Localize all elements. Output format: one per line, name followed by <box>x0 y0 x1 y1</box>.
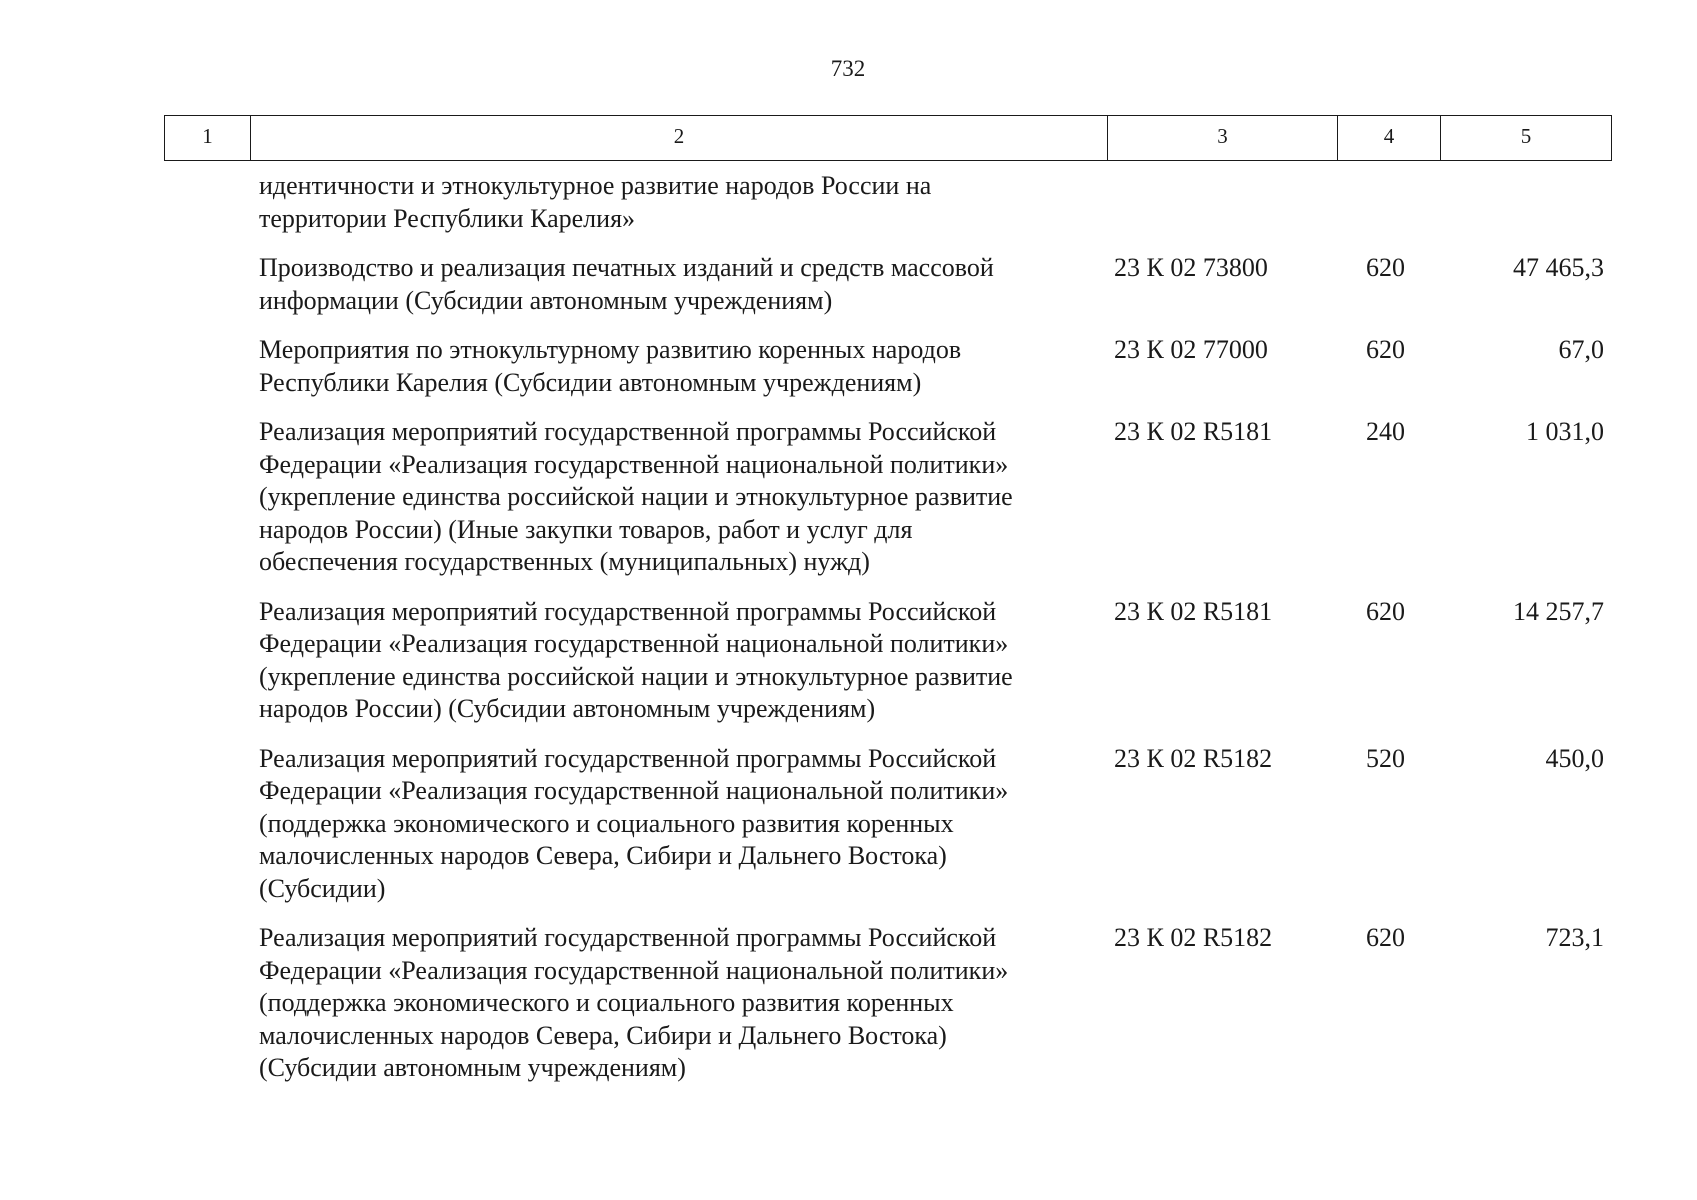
row-description <box>259 252 1099 317</box>
description-line: Производство и реализация печатных изданий и средств массовой <box>259 253 994 282</box>
row-amount: 450,0 <box>1545 743 1604 773</box>
table-row <box>0 252 1697 317</box>
description-line: (укрепление единства российской нации и этнокультурное развитие <box>259 661 1013 691</box>
description-line: Федерации «Реализация государственной национальной политики» <box>259 449 1009 479</box>
header-col-5: 5 <box>1520 123 1532 148</box>
row-description <box>259 170 1099 235</box>
row-code: 23 К 02 R5182 <box>1114 743 1273 773</box>
page-number: 732 <box>830 56 866 81</box>
row-amount: 723,1 <box>1545 923 1604 952</box>
table-row <box>0 416 1697 579</box>
description-line: (Субсидии) <box>259 873 386 903</box>
description-line: территории Республики Карелия» <box>259 203 636 233</box>
description-line: народов России) (Иные закупки товаров, работ и услуг для <box>259 514 913 544</box>
description-line: Реализация мероприятий государственной программы Российской <box>259 743 997 773</box>
description-line: (поддержка экономического и социального развития коренных <box>259 808 954 838</box>
description-line: народов России) (Субсидии автономным учреждениям) <box>259 694 876 723</box>
row-expense-type: 620 <box>1366 335 1405 364</box>
row-amount: 1 031,0 <box>1526 417 1604 446</box>
row-amount: 67,0 <box>1558 335 1604 364</box>
row-description <box>259 334 1099 399</box>
row-amount: 47 465,3 <box>1513 253 1604 282</box>
description-line: информации (Субсидии автономным учреждениям) <box>259 285 833 315</box>
header-col-4: 4 <box>1338 116 1441 160</box>
row-expense-type: 620 <box>1366 253 1405 282</box>
row-code: 23 К 02 R5182 <box>1114 923 1273 952</box>
row-description <box>259 922 1099 1085</box>
row-expense-type: 620 <box>1366 923 1405 952</box>
description-line: Федерации «Реализация государственной национальной политики» <box>259 776 1009 805</box>
header-col-2: 2 <box>251 116 1108 160</box>
row-expense-type: 240 <box>1366 417 1405 446</box>
description-line: Реализация мероприятий государственной программы Российской <box>259 596 997 626</box>
table-row <box>0 334 1697 399</box>
description-line: Реализация мероприятий государственной программы Российской <box>259 923 997 952</box>
description-line: идентичности и этнокультурное развитие народов России на <box>259 171 932 200</box>
table-row <box>0 743 1697 906</box>
row-code: 23 К 02 77000 <box>1114 335 1268 364</box>
row-code: 23 К 02 R5181 <box>1114 596 1273 626</box>
row-expense-type: 620 <box>1366 596 1405 626</box>
table-body <box>0 170 1697 1102</box>
row-code: 23 К 02 R5181 <box>1114 417 1273 446</box>
row-amount: 14 257,7 <box>1513 596 1604 626</box>
description-line: малочисленных народов Севера, Сибири и Дальнего Востока) <box>259 1020 947 1050</box>
row-description <box>259 596 1099 726</box>
header-col-1: 1 <box>165 116 251 160</box>
row-description <box>259 416 1099 579</box>
row-description <box>259 743 1099 906</box>
description-line: (поддержка экономического и социального развития коренных <box>259 988 954 1017</box>
description-line: Федерации «Реализация государственной национальной политики» <box>259 629 1009 658</box>
table-row <box>0 170 1697 235</box>
description-line: Республики Карелия (Субсидии автономным учреждениям) <box>259 367 922 397</box>
table-row <box>0 596 1697 726</box>
description-line: Реализация мероприятий государственной программы Российской <box>259 417 997 446</box>
description-line: обеспечения государственных (муниципальных) нужд) <box>259 547 870 576</box>
description-line: (Субсидии автономным учреждениям) <box>259 1053 686 1082</box>
description-line: (укрепление единства российской нации и этнокультурное развитие <box>259 482 1013 511</box>
table-header <box>164 115 1612 161</box>
row-expense-type: 520 <box>1366 743 1405 773</box>
header-col-3: 3 <box>1108 116 1338 160</box>
description-line: малочисленных народов Севера, Сибири и Дальнего Востока) <box>259 841 947 870</box>
row-code: 23 К 02 73800 <box>1114 253 1268 282</box>
description-line: Мероприятия по этнокультурному развитию коренных народов <box>259 335 962 364</box>
description-line: Федерации «Реализация государственной национальной политики» <box>259 955 1009 985</box>
table-row <box>0 922 1697 1085</box>
